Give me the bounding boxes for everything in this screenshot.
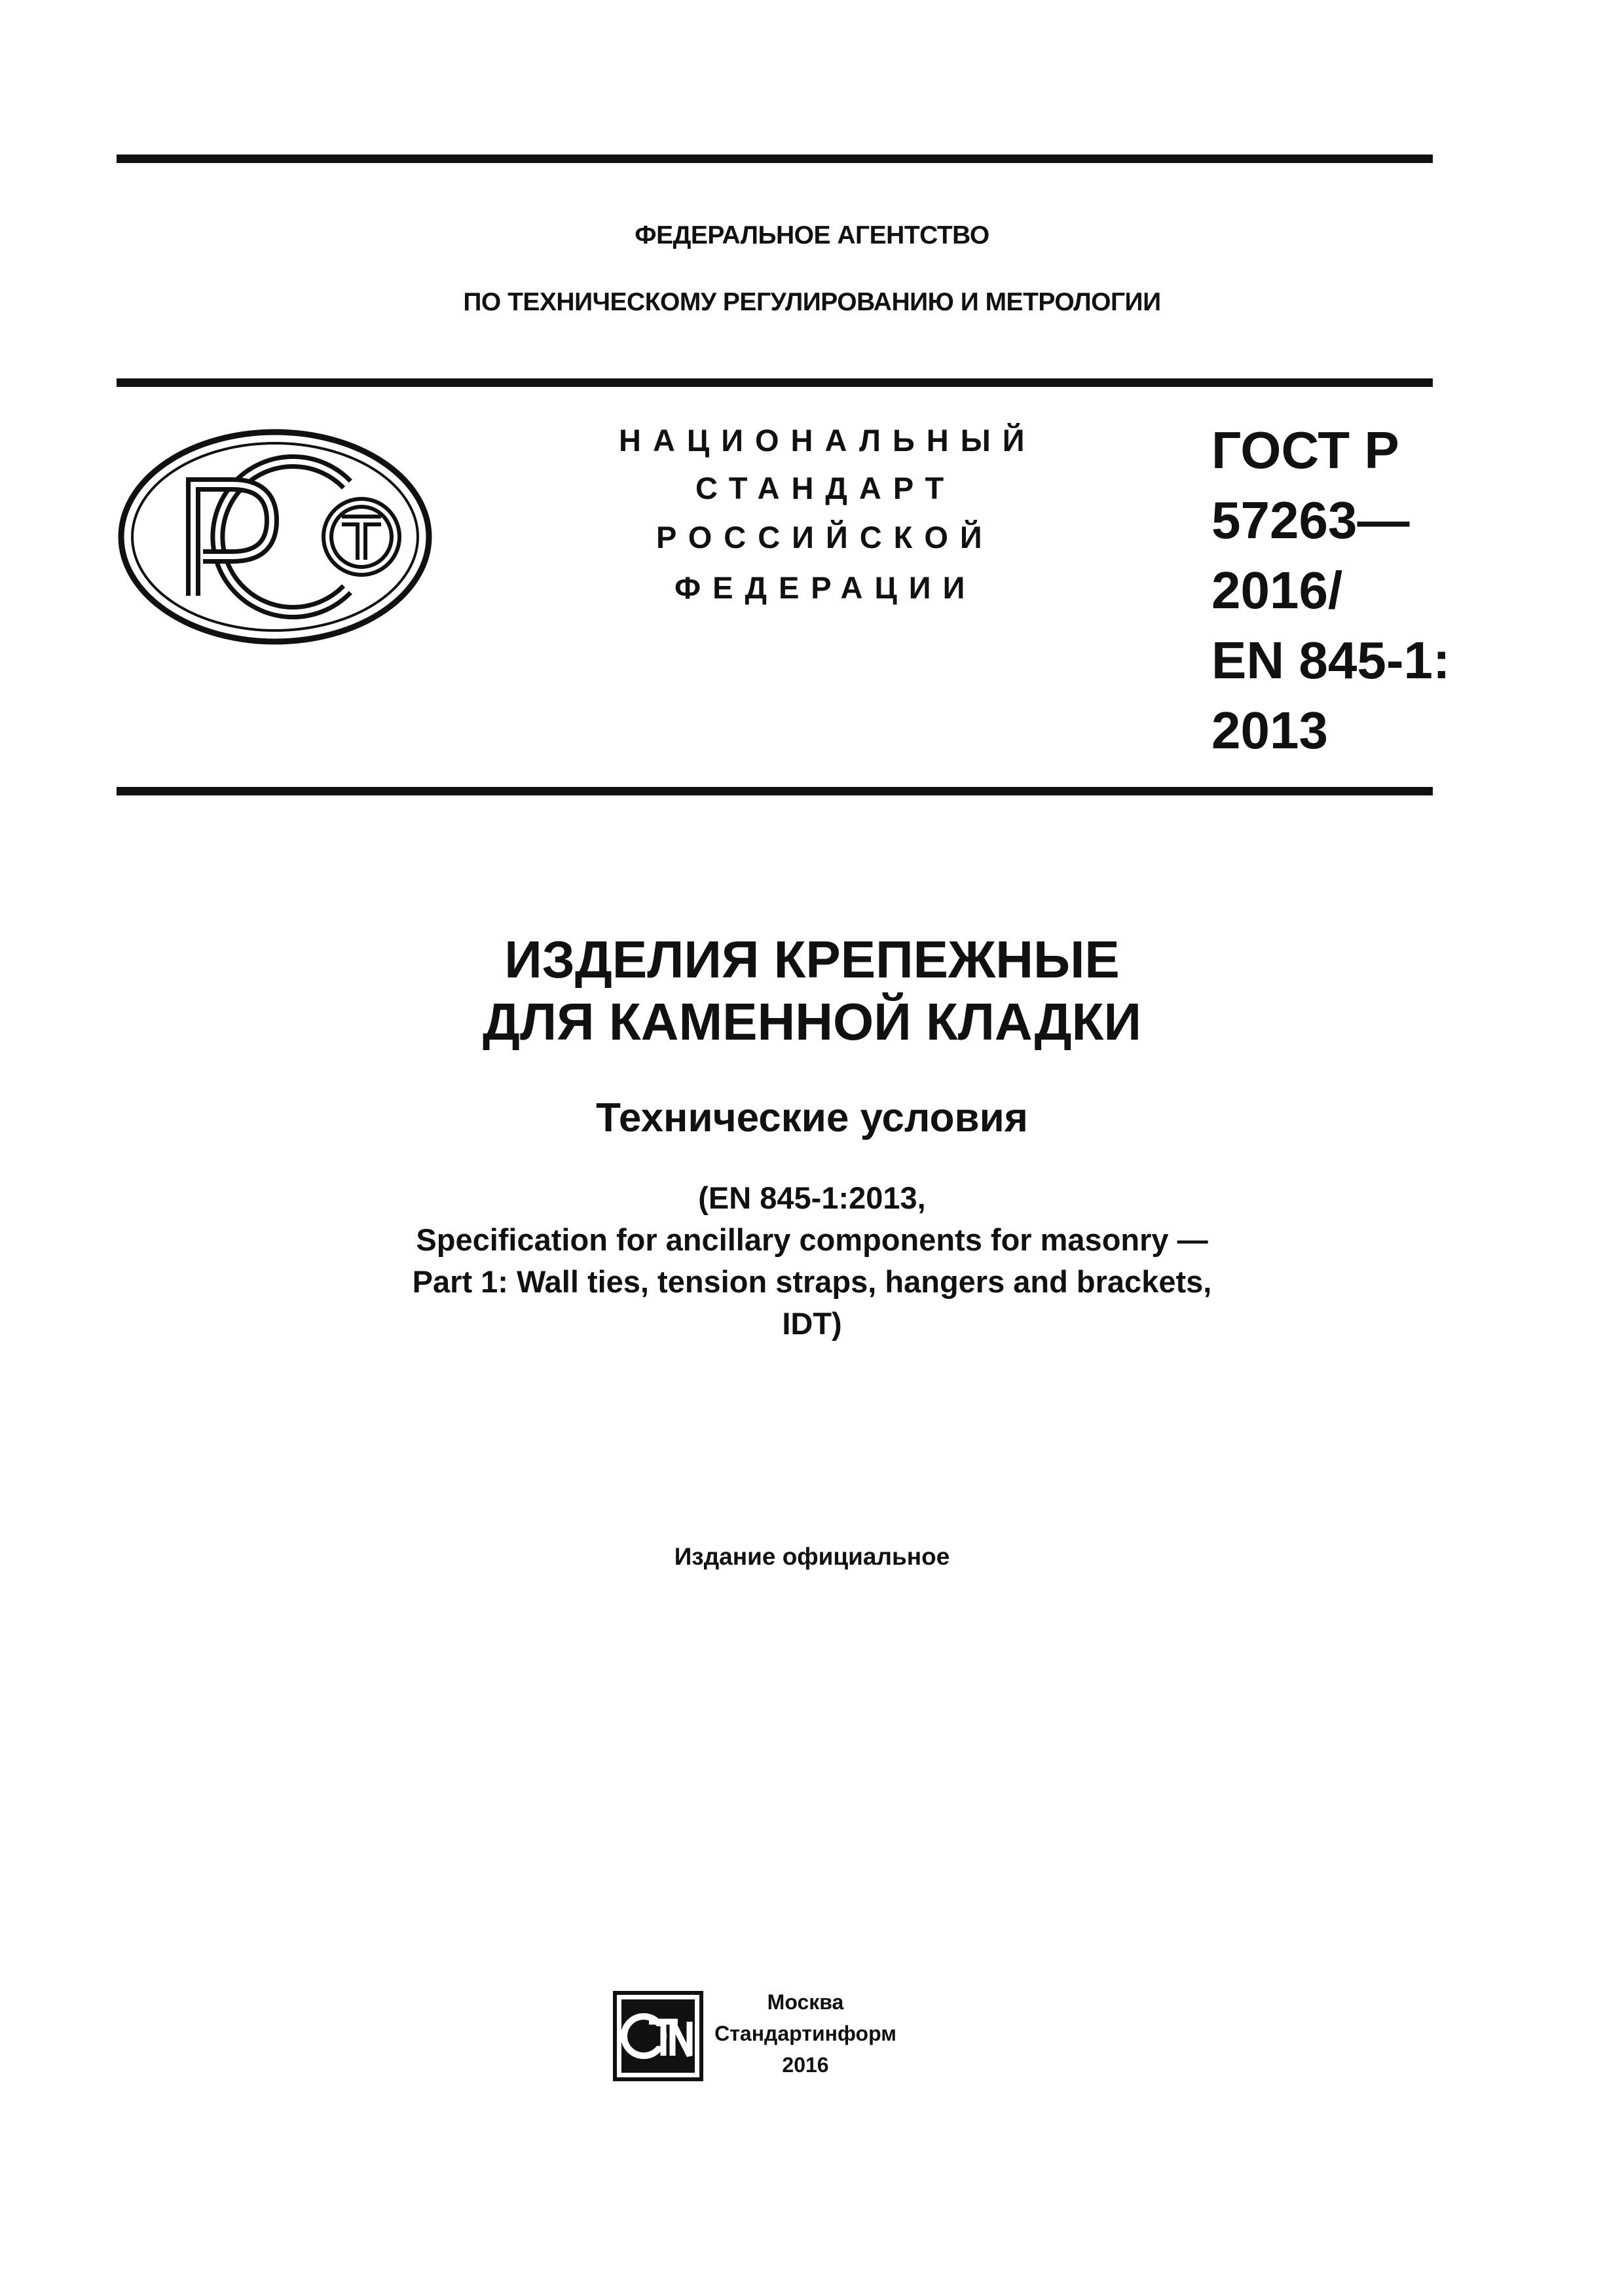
agency-name-line2: ПО ТЕХНИЧЕСКОМУ РЕГУЛИРОВАНИЮ И МЕТРОЛОГИИ <box>463 288 1161 316</box>
gost-designation-line-1: ГОСТ Р <box>1211 421 1399 479</box>
agency-name-line1: ФЕДЕРАЛЬНОЕ АГЕНТСТВО <box>635 221 989 249</box>
national-line-3: РОССИЙСКОЙ <box>656 520 994 555</box>
gost-designation-line-4: EN 845-1: <box>1211 631 1450 689</box>
edition-note: Издание официальное <box>674 1543 950 1570</box>
en-reference-line3: Part 1: Wall ties, tension straps, hangers and brackets, <box>412 1264 1212 1299</box>
gost-designation-line-3: 2016/ <box>1211 561 1343 619</box>
national-line-1: НАЦИОНАЛЬНЫЙ <box>619 423 1037 458</box>
gost-designation-line-2: 57263— <box>1211 491 1410 549</box>
national-line-2: СТАНДАРТ <box>695 471 956 505</box>
document-title-line1: ИЗДЕЛИЯ КРЕПЕЖНЫЕ <box>504 930 1120 989</box>
national-line-4: ФЕДЕРАЦИИ <box>674 570 977 605</box>
publication-year: 2016 <box>782 2053 829 2077</box>
rst-logo <box>118 429 432 645</box>
designation-rule <box>117 787 1433 795</box>
publisher-name: Стандартинформ <box>714 2022 896 2045</box>
en-reference-line4: IDT) <box>782 1306 842 1341</box>
document-title-line2: ДЛЯ КАМЕННОЙ КЛАДКИ <box>483 993 1141 1051</box>
en-reference-line2: Specification for ancillary components for masonry — <box>416 1222 1208 1257</box>
publisher-city: Москва <box>767 1990 844 2014</box>
document-subtitle: Технические условия <box>596 1095 1028 1140</box>
sti-logo <box>612 1990 704 2082</box>
gost-designation-line-5: 2013 <box>1211 701 1328 759</box>
header-rule <box>117 378 1433 387</box>
en-reference-line1: (EN 845-1:2013, <box>698 1180 926 1215</box>
top-rule <box>117 155 1433 163</box>
